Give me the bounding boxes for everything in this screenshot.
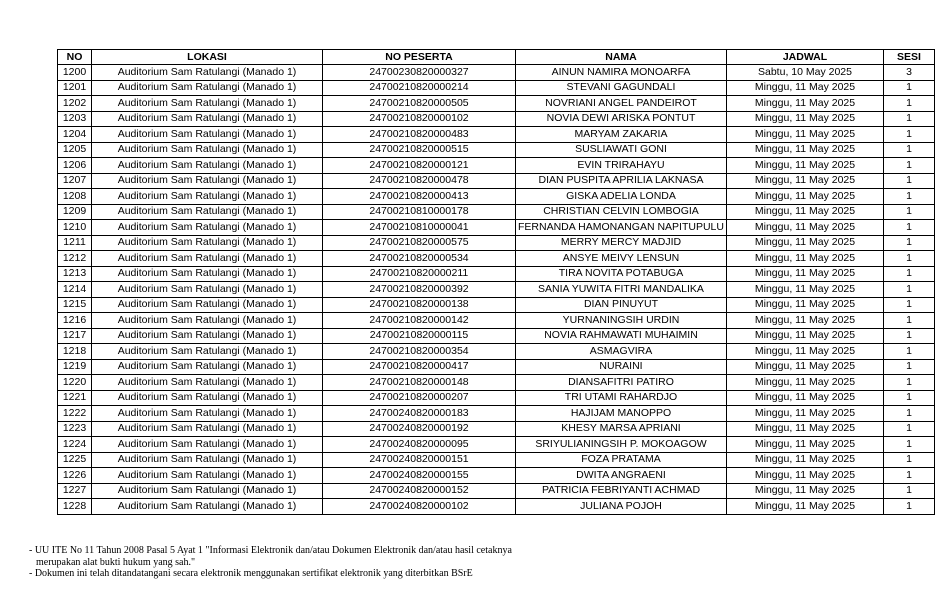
cell-no: 1202 [58, 96, 92, 112]
cell-no-peserta: 24700210820000354 [323, 344, 516, 360]
table-row [58, 452, 935, 468]
cell-sesi: 1 [884, 173, 935, 189]
cell-nama: PATRICIA FEBRIYANTI ACHMAD [516, 483, 727, 499]
cell-lokasi: Auditorium Sam Ratulangi (Manado 1) [92, 220, 323, 236]
cell-no: 1207 [58, 173, 92, 189]
cell-no-peserta: 24700210820000138 [323, 297, 516, 313]
cell-nama: MERRY MERCY MADJID [516, 235, 727, 251]
cell-no-peserta: 24700210820000505 [323, 96, 516, 112]
cell-nama: NOVIA RAHMAWATI MUHAIMIN [516, 328, 727, 344]
cell-jadwal: Minggu, 11 May 2025 [727, 173, 884, 189]
table-row [58, 483, 935, 499]
cell-sesi: 1 [884, 437, 935, 453]
table-row [58, 328, 935, 344]
table-row [58, 344, 935, 360]
cell-no: 1219 [58, 359, 92, 375]
cell-nama: SRIYULIANINGSIH P. MOKOAGOW [516, 437, 727, 453]
footer-line-legal: - UU ITE No 11 Tahun 2008 Pasal 5 Ayat 1 "Informasi Elektronik dan/atau Dokumen Elektronik dan/atau hasil cetaknya [29, 545, 512, 556]
cell-no: 1210 [58, 220, 92, 236]
cell-no: 1220 [58, 375, 92, 391]
cell-lokasi: Auditorium Sam Ratulangi (Manado 1) [92, 452, 323, 468]
cell-no-peserta: 24700240820000183 [323, 406, 516, 422]
table-row [58, 111, 935, 127]
cell-nama: DIAN PINUYUT [516, 297, 727, 313]
cell-jadwal: Minggu, 11 May 2025 [727, 235, 884, 251]
table-row [58, 173, 935, 189]
cell-nama: AINUN NAMIRA MONOARFA [516, 65, 727, 81]
cell-sesi: 1 [884, 158, 935, 174]
header-sesi: SESI [884, 50, 935, 65]
table-row [58, 251, 935, 267]
header-jadwal: JADWAL [727, 50, 884, 65]
cell-sesi: 1 [884, 483, 935, 499]
table-row [58, 421, 935, 437]
cell-no-peserta: 24700230820000327 [323, 65, 516, 81]
cell-sesi: 1 [884, 96, 935, 112]
cell-jadwal: Minggu, 11 May 2025 [727, 220, 884, 236]
cell-no: 1204 [58, 127, 92, 143]
cell-sesi: 1 [884, 468, 935, 484]
cell-jadwal: Minggu, 11 May 2025 [727, 142, 884, 158]
table-row [58, 437, 935, 453]
cell-no-peserta: 24700240820000102 [323, 499, 516, 515]
cell-no: 1209 [58, 204, 92, 220]
cell-nama: YURNANINGSIH URDIN [516, 313, 727, 329]
cell-lokasi: Auditorium Sam Ratulangi (Manado 1) [92, 468, 323, 484]
cell-lokasi: Auditorium Sam Ratulangi (Manado 1) [92, 96, 323, 112]
cell-nama: DIANSAFITRI PATIRO [516, 375, 727, 391]
cell-no: 1200 [58, 65, 92, 81]
cell-jadwal: Sabtu, 10 May 2025 [727, 65, 884, 81]
cell-sesi: 1 [884, 499, 935, 515]
cell-no: 1224 [58, 437, 92, 453]
cell-no-peserta: 24700210810000041 [323, 220, 516, 236]
table-row [58, 220, 935, 236]
table-row [58, 96, 935, 112]
cell-sesi: 1 [884, 313, 935, 329]
cell-no-peserta: 24700210820000417 [323, 359, 516, 375]
cell-lokasi: Auditorium Sam Ratulangi (Manado 1) [92, 499, 323, 515]
table-row [58, 390, 935, 406]
cell-nama: ASMAGVIRA [516, 344, 727, 360]
cell-no: 1225 [58, 452, 92, 468]
cell-no: 1218 [58, 344, 92, 360]
cell-nama: NOVRIANI ANGEL PANDEIROT [516, 96, 727, 112]
cell-no-peserta: 24700240820000151 [323, 452, 516, 468]
cell-sesi: 1 [884, 80, 935, 96]
cell-sesi: 1 [884, 359, 935, 375]
table-row [58, 499, 935, 515]
cell-sesi: 1 [884, 452, 935, 468]
cell-lokasi: Auditorium Sam Ratulangi (Manado 1) [92, 235, 323, 251]
cell-sesi: 1 [884, 266, 935, 282]
cell-sesi: 1 [884, 127, 935, 143]
cell-no: 1222 [58, 406, 92, 422]
cell-lokasi: Auditorium Sam Ratulangi (Manado 1) [92, 421, 323, 437]
cell-jadwal: Minggu, 11 May 2025 [727, 359, 884, 375]
cell-sesi: 1 [884, 375, 935, 391]
cell-jadwal: Minggu, 11 May 2025 [727, 251, 884, 267]
cell-lokasi: Auditorium Sam Ratulangi (Manado 1) [92, 313, 323, 329]
cell-jadwal: Minggu, 11 May 2025 [727, 80, 884, 96]
cell-lokasi: Auditorium Sam Ratulangi (Manado 1) [92, 437, 323, 453]
cell-jadwal: Minggu, 11 May 2025 [727, 96, 884, 112]
cell-nama: ANSYE MEIVY LENSUN [516, 251, 727, 267]
table-row [58, 142, 935, 158]
cell-no: 1208 [58, 189, 92, 205]
cell-no: 1201 [58, 80, 92, 96]
cell-jadwal: Minggu, 11 May 2025 [727, 483, 884, 499]
cell-nama: NURAINI [516, 359, 727, 375]
cell-no: 1206 [58, 158, 92, 174]
cell-no-peserta: 24700210820000478 [323, 173, 516, 189]
cell-jadwal: Minggu, 11 May 2025 [727, 127, 884, 143]
cell-lokasi: Auditorium Sam Ratulangi (Manado 1) [92, 359, 323, 375]
cell-jadwal: Minggu, 11 May 2025 [727, 282, 884, 298]
table-row [58, 313, 935, 329]
cell-lokasi: Auditorium Sam Ratulangi (Manado 1) [92, 390, 323, 406]
cell-nama: DIAN PUSPITA APRILIA LAKNASA [516, 173, 727, 189]
cell-sesi: 1 [884, 328, 935, 344]
cell-lokasi: Auditorium Sam Ratulangi (Manado 1) [92, 189, 323, 205]
footer-line-legal-cont: merupakan alat bukti hukum yang sah." [36, 556, 196, 568]
table-row [58, 297, 935, 313]
cell-no: 1205 [58, 142, 92, 158]
header-nama: NAMA [516, 50, 727, 65]
cell-nama: FERNANDA HAMONANGAN NAPITUPULU [516, 220, 727, 236]
cell-no: 1227 [58, 483, 92, 499]
cell-nama: STEVANI GAGUNDALI [516, 80, 727, 96]
cell-no: 1214 [58, 282, 92, 298]
cell-sesi: 1 [884, 235, 935, 251]
header-no-peserta: NO PESERTA [323, 50, 516, 65]
cell-nama: SUSLIAWATI GONI [516, 142, 727, 158]
table-row [58, 127, 935, 143]
cell-lokasi: Auditorium Sam Ratulangi (Manado 1) [92, 375, 323, 391]
table-row [58, 158, 935, 174]
cell-nama: NOVIA DEWI ARISKA PONTUT [516, 111, 727, 127]
cell-lokasi: Auditorium Sam Ratulangi (Manado 1) [92, 483, 323, 499]
cell-sesi: 1 [884, 282, 935, 298]
cell-lokasi: Auditorium Sam Ratulangi (Manado 1) [92, 406, 323, 422]
cell-no-peserta: 24700210820000207 [323, 390, 516, 406]
cell-no-peserta: 24700210820000413 [323, 189, 516, 205]
cell-jadwal: Minggu, 11 May 2025 [727, 313, 884, 329]
cell-nama: GISKA ADELIA LONDA [516, 189, 727, 205]
cell-no: 1215 [58, 297, 92, 313]
cell-jadwal: Minggu, 11 May 2025 [727, 204, 884, 220]
cell-sesi: 1 [884, 220, 935, 236]
cell-no-peserta: 24700210820000148 [323, 375, 516, 391]
cell-lokasi: Auditorium Sam Ratulangi (Manado 1) [92, 297, 323, 313]
cell-lokasi: Auditorium Sam Ratulangi (Manado 1) [92, 65, 323, 81]
cell-no: 1221 [58, 390, 92, 406]
cell-jadwal: Minggu, 11 May 2025 [727, 390, 884, 406]
cell-no-peserta: 24700210820000121 [323, 158, 516, 174]
table-row [58, 406, 935, 422]
cell-no-peserta: 24700210820000392 [323, 282, 516, 298]
cell-sesi: 1 [884, 142, 935, 158]
cell-nama: KHESY MARSA APRIANI [516, 421, 727, 437]
cell-sesi: 1 [884, 189, 935, 205]
table-header-row [58, 50, 935, 65]
table-row [58, 80, 935, 96]
cell-sesi: 1 [884, 111, 935, 127]
table-row [58, 235, 935, 251]
table-row [58, 189, 935, 205]
cell-no-peserta: 24700210810000178 [323, 204, 516, 220]
cell-lokasi: Auditorium Sam Ratulangi (Manado 1) [92, 127, 323, 143]
cell-jadwal: Minggu, 11 May 2025 [727, 158, 884, 174]
cell-no-peserta: 24700210820000534 [323, 251, 516, 267]
cell-jadwal: Minggu, 11 May 2025 [727, 406, 884, 422]
cell-sesi: 3 [884, 65, 935, 81]
cell-sesi: 1 [884, 406, 935, 422]
cell-nama: DWITA ANGRAENI [516, 468, 727, 484]
cell-jadwal: Minggu, 11 May 2025 [727, 189, 884, 205]
cell-lokasi: Auditorium Sam Ratulangi (Manado 1) [92, 173, 323, 189]
cell-jadwal: Minggu, 11 May 2025 [727, 328, 884, 344]
cell-jadwal: Minggu, 11 May 2025 [727, 297, 884, 313]
cell-nama: HAJIJAM MANOPPO [516, 406, 727, 422]
cell-lokasi: Auditorium Sam Ratulangi (Manado 1) [92, 142, 323, 158]
cell-sesi: 1 [884, 344, 935, 360]
cell-nama: TRI UTAMI RAHARDJO [516, 390, 727, 406]
cell-no-peserta: 24700210820000211 [323, 266, 516, 282]
cell-no-peserta: 24700240820000152 [323, 483, 516, 499]
cell-nama: JULIANA POJOH [516, 499, 727, 515]
cell-no: 1211 [58, 235, 92, 251]
cell-no-peserta: 24700210820000214 [323, 80, 516, 96]
cell-lokasi: Auditorium Sam Ratulangi (Manado 1) [92, 251, 323, 267]
cell-no-peserta: 24700210820000142 [323, 313, 516, 329]
cell-jadwal: Minggu, 11 May 2025 [727, 266, 884, 282]
cell-no-peserta: 24700240820000192 [323, 421, 516, 437]
cell-no: 1226 [58, 468, 92, 484]
cell-sesi: 1 [884, 421, 935, 437]
table-row [58, 204, 935, 220]
cell-no: 1217 [58, 328, 92, 344]
cell-sesi: 1 [884, 204, 935, 220]
cell-jadwal: Minggu, 11 May 2025 [727, 437, 884, 453]
cell-no: 1228 [58, 499, 92, 515]
table-body [58, 65, 935, 515]
cell-nama: MARYAM ZAKARIA [516, 127, 727, 143]
cell-no-peserta: 24700240820000095 [323, 437, 516, 453]
cell-jadwal: Minggu, 11 May 2025 [727, 468, 884, 484]
cell-jadwal: Minggu, 11 May 2025 [727, 452, 884, 468]
cell-lokasi: Auditorium Sam Ratulangi (Manado 1) [92, 282, 323, 298]
cell-no-peserta: 24700210820000483 [323, 127, 516, 143]
cell-no: 1216 [58, 313, 92, 329]
cell-lokasi: Auditorium Sam Ratulangi (Manado 1) [92, 344, 323, 360]
table-row [58, 266, 935, 282]
cell-no: 1203 [58, 111, 92, 127]
cell-lokasi: Auditorium Sam Ratulangi (Manado 1) [92, 328, 323, 344]
cell-sesi: 1 [884, 390, 935, 406]
cell-no-peserta: 24700210820000515 [323, 142, 516, 158]
cell-lokasi: Auditorium Sam Ratulangi (Manado 1) [92, 266, 323, 282]
cell-nama: FOZA PRATAMA [516, 452, 727, 468]
table-row [58, 282, 935, 298]
cell-lokasi: Auditorium Sam Ratulangi (Manado 1) [92, 111, 323, 127]
table-row [58, 375, 935, 391]
cell-lokasi: Auditorium Sam Ratulangi (Manado 1) [92, 204, 323, 220]
cell-no-peserta: 24700210820000575 [323, 235, 516, 251]
cell-sesi: 1 [884, 251, 935, 267]
cell-jadwal: Minggu, 11 May 2025 [727, 375, 884, 391]
table-row [58, 468, 935, 484]
footer-line-signature: - Dokumen ini telah ditandatangani secara elektronik menggunakan sertifikat elektronik yang diterbitkan BSrE [29, 568, 473, 579]
cell-nama: CHRISTIAN CELVIN LOMBOGIA [516, 204, 727, 220]
cell-nama: TIRA NOVITA POTABUGA [516, 266, 727, 282]
cell-lokasi: Auditorium Sam Ratulangi (Manado 1) [92, 80, 323, 96]
cell-no: 1223 [58, 421, 92, 437]
table-row [58, 359, 935, 375]
cell-nama: SANIA YUWITA FITRI MANDALIKA [516, 282, 727, 298]
schedule-table [57, 49, 935, 515]
cell-no: 1213 [58, 266, 92, 282]
cell-jadwal: Minggu, 11 May 2025 [727, 111, 884, 127]
cell-nama: EVIN TRIRAHAYU [516, 158, 727, 174]
cell-no: 1212 [58, 251, 92, 267]
cell-no-peserta: 24700210820000115 [323, 328, 516, 344]
header-lokasi: LOKASI [92, 50, 323, 65]
cell-jadwal: Minggu, 11 May 2025 [727, 499, 884, 515]
cell-jadwal: Minggu, 11 May 2025 [727, 421, 884, 437]
cell-no-peserta: 24700210820000102 [323, 111, 516, 127]
cell-lokasi: Auditorium Sam Ratulangi (Manado 1) [92, 158, 323, 174]
header-no: NO [58, 50, 92, 65]
footer-notes [29, 545, 512, 580]
cell-sesi: 1 [884, 297, 935, 313]
cell-no-peserta: 24700240820000155 [323, 468, 516, 484]
table-row [58, 65, 935, 81]
cell-jadwal: Minggu, 11 May 2025 [727, 344, 884, 360]
